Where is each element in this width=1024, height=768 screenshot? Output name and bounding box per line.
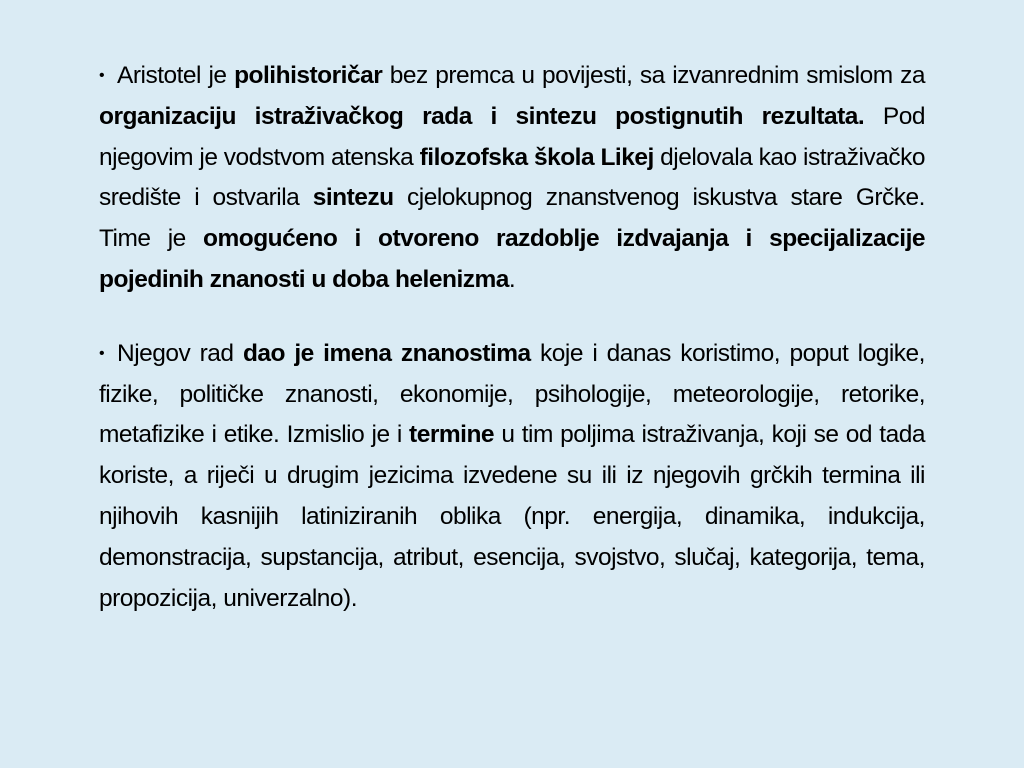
text-segment: Pod njegovim je vodstvom atenska — [99, 102, 925, 171]
bold-text-segment: filozofska škola Likej — [419, 143, 654, 171]
text-segment: Njegov rad — [117, 339, 243, 367]
bullet-icon: • — [99, 344, 105, 362]
bold-text-segment: dao je imena znanostima — [242, 339, 531, 367]
text-segment: Aristotel je — [117, 62, 235, 89]
bullet-paragraph-aristotle-polymath — [99, 56, 925, 301]
bullet-icon: • — [99, 67, 105, 84]
text-segment: koje i danas koristimo, poput logike, fizike, političke znanosti, ekonomije, psihologije, meteorologije, retorike, metafizike i etike. Izmislio je i — [99, 339, 925, 449]
text-segment: bez premca u povijesti, sa izvanrednim smislom za — [382, 62, 926, 89]
bold-text-segment: termine — [409, 421, 495, 449]
bold-text-segment: omogućeno i otvoreno razdoblje izdvajanja i specijalizacije pojedinih znanosti u doba helenizma — [99, 225, 925, 293]
slide-content — [99, 56, 925, 619]
text-segment: cjelokupnog znanstvenog iskustva stare Grčke. Time je — [99, 184, 925, 253]
bold-text-segment: organizaciju istraživačkog rada i sintezu postignutih rezultata. — [99, 102, 865, 130]
bold-text-segment: sintezu — [312, 184, 394, 212]
text-segment: djelovala kao istraživačko središte i ostvarila — [99, 143, 926, 212]
text-segment: . — [508, 265, 516, 293]
bold-text-segment: polihistoričar — [234, 62, 383, 89]
bullet-paragraph-named-sciences — [99, 334, 925, 620]
text-segment: u tim poljima istraživanja, koji se od tada koriste, a riječi u drugim jezicima izvedene su ili iz njegovih grčkih termina ili njihovih kasnijih latiniziranih oblika (npr. energija, dinamika, indukcija, demonstracija, supstancija, atribut, esencija, svojstvo, slučaj, kategorija, tema, propozicija, univerzalno). — [99, 421, 925, 612]
